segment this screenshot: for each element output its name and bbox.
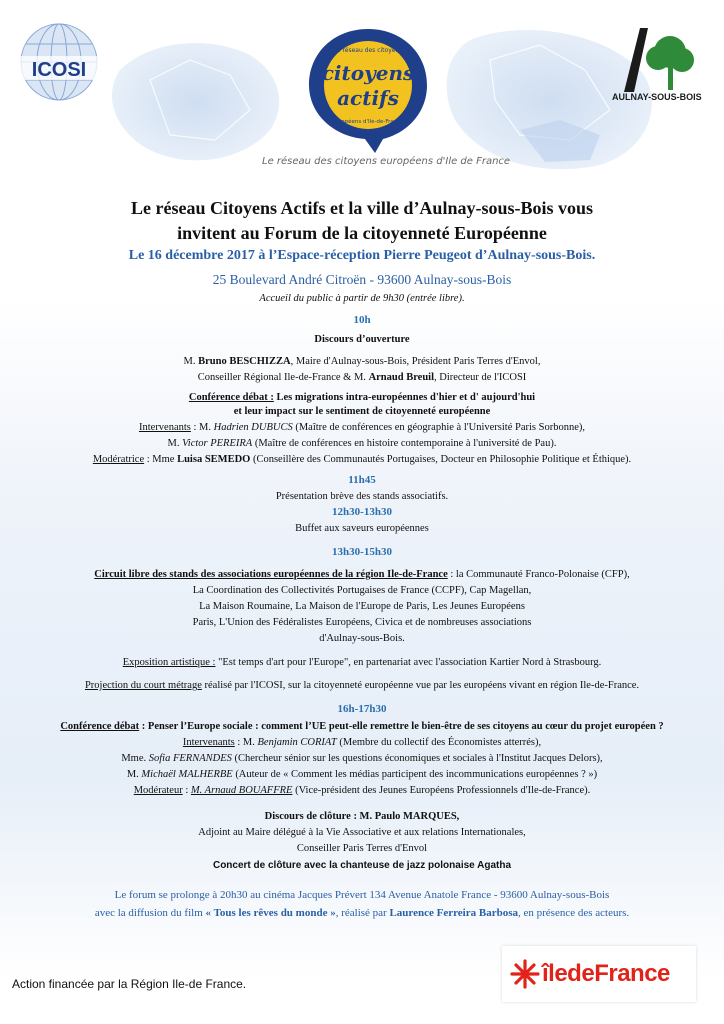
circuit-line-1: Circuit libre des stands des associations européennes de la région Ile-de-France : la Communauté Franco-Polonaise (CFP), xyxy=(94,569,630,580)
conference-1-title: Conférence débat : Les migrations intra-européennes d'hier et d' aujourd'hui xyxy=(188,392,536,403)
time-16h: 16h-17h30 xyxy=(337,703,387,715)
citoyens-actifs-logo xyxy=(305,25,431,155)
logo-actifs-text: actifs xyxy=(337,86,399,110)
circuit-line-3: La Maison Roumaine, La Maison de l'Europe de Paris, Les Jeunes Européens xyxy=(199,601,525,612)
funding-note: Action financée par la Région Ile-de France. xyxy=(12,977,247,991)
opening-speech-title: Discours d’ouverture xyxy=(314,334,410,345)
icosi-logo xyxy=(14,22,104,114)
speaker-name: Bruno BESCHIZZA xyxy=(198,356,291,367)
ile-de-france-logo-text: îledeFrance xyxy=(542,960,670,987)
logo-arc-bottom-text: européens d'Ile-de-France xyxy=(332,119,404,125)
conference-1-moderator: Modératrice : Mme Luisa SEMEDO (Conseillère des Communautés Portugaises, Docteur en Philosophie Politique et Éthique). xyxy=(92,454,632,465)
time-10h: 10h xyxy=(353,314,371,326)
stands-presentation: Présentation brève des stands associatifs. xyxy=(275,491,449,502)
star-icon xyxy=(510,959,540,989)
conference-1-subtitle: et leur impact sur le sentiment de citoyenneté européenne xyxy=(233,406,491,417)
art-exhibition: Exposition artistique : "Est temps d'art pour l'Europe", en partenariat avec l'association Kartier Nord à Strasbourg. xyxy=(122,657,602,668)
conference-2-title: Conférence débat : Penser l’Europe sociale : comment l’UE peut-elle remettre le bien-être de ses citoyens au cœur du projet européen ? xyxy=(60,721,664,732)
closing-concert: Concert de clôture avec la chanteuse de jazz polonaise Agatha xyxy=(212,860,512,871)
speaker-name: Arnaud Breuil xyxy=(368,372,435,383)
time-12h30: 12h30-13h30 xyxy=(332,506,392,518)
welcome-note: Accueil du public à partir de 9h30 (entrée libre). xyxy=(259,293,465,304)
logo-citoyens-text: citoyens xyxy=(321,61,415,85)
conference-2-speaker-2: Mme. Sofia FERNANDES (Chercheur sénior sur les questions économiques et sociales à l'Institut Jacques Delors), xyxy=(121,753,603,764)
evening-event-line-2: avec la diffusion du film « Tous les rêves du monde », réalisé par Laurence Ferreira Barbosa, en présence des acteurs. xyxy=(94,907,630,919)
title-line-1: Le réseau Citoyens Actifs et la ville d’Aulnay-sous-Bois vous xyxy=(130,198,593,218)
time-13h30: 13h30-15h30 xyxy=(332,546,392,558)
film-projection: Projection du court métrage réalisé par l'ICOSI, sur la citoyenneté européenne vue par les européens vivant en région Ile-de-France. xyxy=(84,680,640,691)
closing-speech-line-1: Discours de clôture : M. Paulo MARQUES, xyxy=(264,811,460,822)
icosi-logo-text: ICOSI xyxy=(31,59,87,81)
opening-speech-line-1: M. Bruno BESCHIZZA, Maire d'Aulnay-sous-Bois, Président Paris Terres d'Envol, xyxy=(183,356,541,367)
buffet: Buffet aux saveurs européennes xyxy=(295,523,429,534)
header-tagline: Le réseau des citoyens européens d'Ile de France xyxy=(262,156,511,167)
invitation-content xyxy=(0,195,724,920)
conference-2-speaker-1: Intervenants : M. Benjamin CORIAT (Membre du collectif des Économistes atterrés), xyxy=(182,737,542,748)
circuit-line-2: La Coordination des Collectivités Portugaises de France (CCPF), Cap Magellan, xyxy=(192,585,532,596)
header-banner xyxy=(0,0,724,190)
closing-speech-line-2: Adjoint au Maire délégué à la Vie Associative et aux relations Internationales, xyxy=(198,827,526,838)
event-date-venue: Le 16 décembre 2017 à l’Espace-réception Pierre Peugeot d’Aulnay-sous-Bois. xyxy=(128,248,596,263)
ile-de-france-logo xyxy=(502,946,696,1002)
time-11h45: 11h45 xyxy=(348,474,376,486)
circuit-line-5: d'Aulnay-sous-Bois. xyxy=(319,633,405,644)
opening-speech-line-2: Conseiller Régional Ile-de-France & M. Arnaud Breuil, Directeur de l'ICOSI xyxy=(197,372,527,383)
closing-speech-line-3: Conseiller Paris Terres d'Envol xyxy=(296,843,428,854)
conference-2-moderator: Modérateur : M. Arnaud BOUAFFRE (Vice-président des Jeunes Européens Professionnels d'Ile-de-France). xyxy=(133,785,591,796)
conference-1-speaker-1: Intervenants : M. Hadrien DUBUCS (Maître de conférences en géographie à l'Université Paris Sorbonne), xyxy=(138,422,585,433)
conference-1-speaker-2: M. Victor PEREIRA (Maître de conférences en histoire contemporaine à l'université de Pau). xyxy=(167,438,557,449)
aulnay-logo-text: AULNAY-SOUS-BOIS xyxy=(612,92,702,102)
circuit-line-4: Paris, L'Union des Fédéralistes Européens, Civica et de nombreuses associations xyxy=(192,617,532,628)
event-address: 25 Boulevard André Citroën - 93600 Aulnay-sous-Bois xyxy=(212,272,512,287)
title-line-2: invitent au Forum de la citoyenneté Européenne xyxy=(177,223,547,243)
evening-event-line-1: Le forum se prolonge à 20h30 au cinéma Jacques Prévert 134 Avenue Anatole France - 93600 Aulnay-sous-Bois xyxy=(114,889,610,901)
conference-2-speaker-3: M. Michaël MALHERBE (Auteur de « Comment les médias participent des incommunications européennes ? ») xyxy=(126,769,598,780)
logo-arc-top-text: Le réseau des citoyens xyxy=(333,47,403,54)
